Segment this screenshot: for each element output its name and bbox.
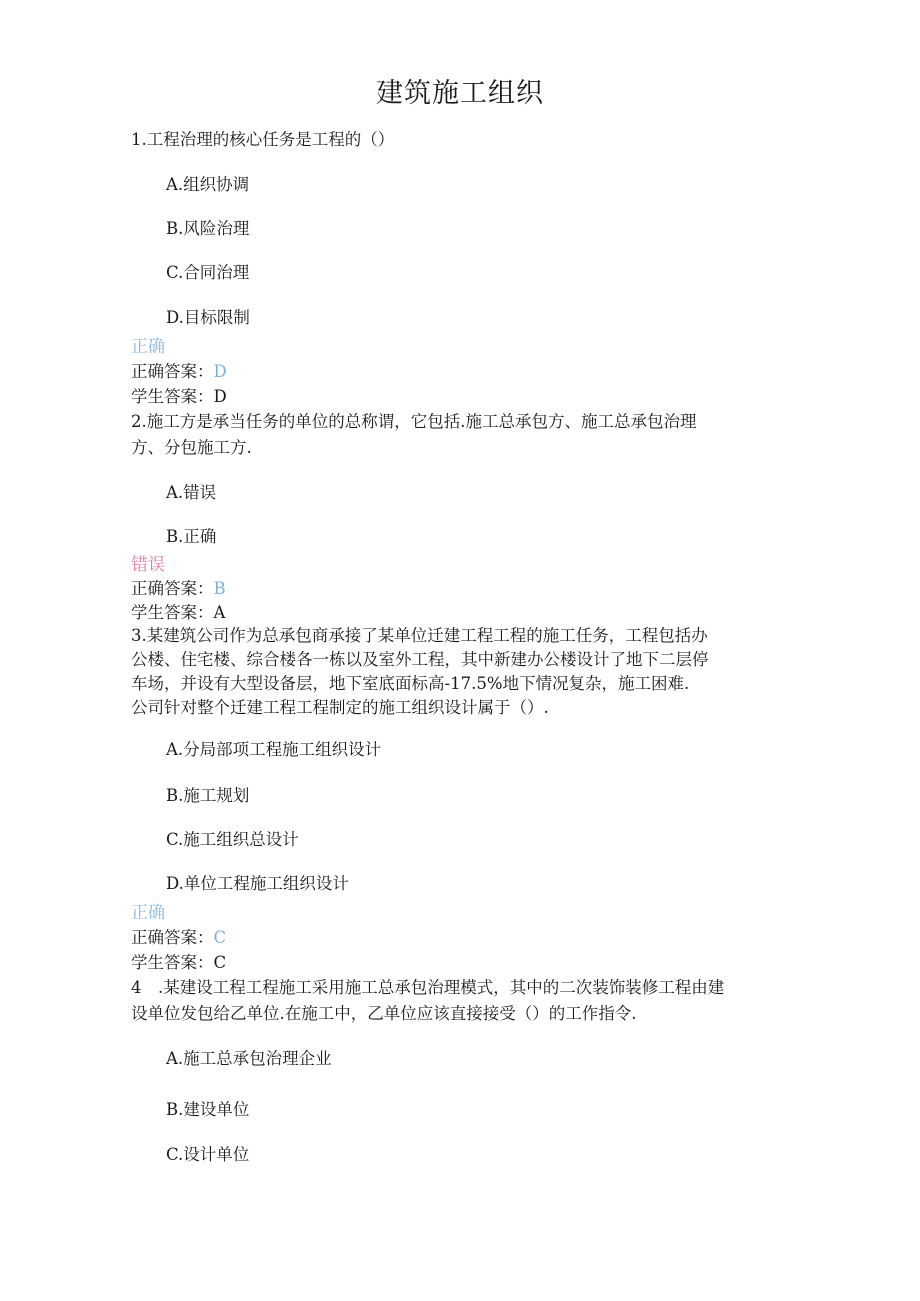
student-answer-label: 学生答案：	[131, 953, 214, 972]
question-2-student-answer	[131, 601, 791, 625]
student-answer-value: C	[213, 953, 227, 972]
question-4-text-line-1: 4 .某建设工程工程施工采用施工总承包治理模式，其中的二次装饰装修工程由建	[131, 978, 725, 997]
question-1-option-b: B.风险治理	[166, 219, 250, 238]
question-2-option-b: B.正确	[166, 527, 217, 546]
question-4-text-line-2: 设单位发包给乙单位.在施工中，乙单位应该直接接受（）的工作指令.	[131, 1004, 637, 1023]
question-3-result: 正确	[131, 903, 165, 923]
correct-answer-value: C	[213, 928, 227, 947]
correct-answer-label: 正确答案：	[131, 579, 214, 598]
question-3-student-answer	[131, 951, 791, 975]
question-2-result: 错误	[131, 555, 165, 575]
question-2-correct-answer	[131, 577, 791, 601]
question-4-option-a: A.施工总承包治理企业	[166, 1049, 332, 1068]
question-1-option-c: C.合同治理	[166, 263, 250, 282]
student-answer-value: D	[213, 387, 227, 406]
question-3-text-line-1: 3.某建筑公司作为总承包商承接了某单位迁建工程工程的施工任务，工程包括办	[131, 626, 708, 645]
document-title: 建筑施工组织	[376, 78, 544, 109]
question-2-option-a: A.错误	[166, 483, 217, 502]
correct-answer-value: D	[213, 362, 227, 381]
question-3-option-d: D.单位工程施工组织设计	[166, 874, 349, 893]
question-1-student-answer	[131, 385, 791, 409]
question-3-text-line-3: 车场，并设有大型设备层，地下室底面标高-17.5%地下情况复杂，施工困难.	[131, 674, 690, 693]
question-3-option-b: B.施工规划	[166, 786, 250, 805]
question-3-text-line-2: 公楼、住宅楼、综合楼各一栋以及室外工程，其中新建办公楼设计了地下二层停	[131, 650, 709, 669]
question-3-option-a: A.分局部项工程施工组织设计	[166, 740, 382, 759]
correct-answer-value: B	[213, 579, 226, 598]
student-answer-value: A	[213, 603, 226, 622]
student-answer-label: 学生答案：	[131, 603, 214, 622]
question-1-correct-answer	[131, 360, 791, 384]
correct-answer-label: 正确答案：	[131, 362, 214, 381]
question-1-result: 正确	[131, 337, 165, 357]
question-3-correct-answer	[131, 926, 791, 950]
question-3-text-line-4: 公司针对整个迁建工程工程制定的施工组织设计属于（）.	[131, 698, 549, 717]
correct-answer-label: 正确答案：	[131, 928, 214, 947]
student-answer-label: 学生答案：	[131, 387, 214, 406]
question-2-text-line-2: 方、分包施工方.	[131, 438, 252, 457]
question-1-text: 1.工程治理的核心任务是工程的（）	[131, 130, 395, 149]
question-4-option-b: B.建设单位	[166, 1100, 250, 1119]
question-2-text-line-1: 2.施工方是承当任务的单位的总称谓，它包括.施工总承包方、施工总承包治理	[131, 412, 697, 431]
question-4-option-c: C.设计单位	[166, 1145, 250, 1164]
question-3-option-c: C.施工组织总设计	[166, 830, 299, 849]
question-1-option-d: D.目标限制	[166, 308, 250, 327]
question-1-option-a: A.组织协调	[166, 175, 250, 194]
